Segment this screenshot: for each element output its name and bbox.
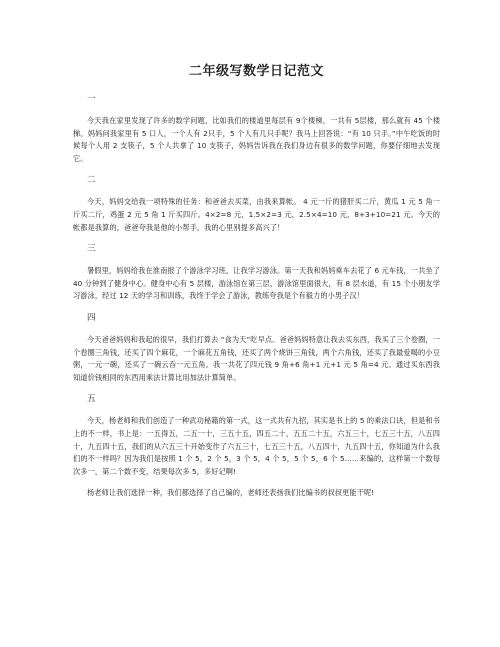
- section-3: [73, 243, 440, 303]
- paragraph: 暑假里，妈妈给我在淮南报了个游泳学习班，让我学习游泳。第一天我和妈妈乘车去花了 6 元车钱，一共坐了 40 分钟到了健身中心。健身中心有 5 层楼，游泳馆在第三层，游泳馆里面很大，有 8 层水道，有 15 个小朋友学习游泳，经过 12 天的学习和训练，我终于学会了游泳，教练夸我是个有毅力的小男子汉！: [73, 266, 440, 301]
- paragraph: 今天我在家里发现了许多的数学问题，比如我们的楼道里每层有 9个楼梯，一共有 5层楼，那么就有 45 个楼梯。妈妈问我家里有 5 口人，一个人有 2只手，5 个人有几只手呢？我马上回答说：“有 10 只手。”中午吃饭的时候每个人用 2 支筷子，5 个人共拿了 10 支筷子，妈妈告诉我在我们身边有很多的数学问题，你要仔细地去发现它。: [73, 116, 440, 163]
- section-marker: 五: [87, 394, 96, 405]
- section-marker: 四: [87, 312, 96, 323]
- section-marker: 二: [87, 175, 96, 186]
- section-2: [73, 174, 440, 234]
- section-1: [73, 93, 440, 165]
- section-marker: 一: [87, 94, 96, 104]
- section-5: [73, 393, 440, 500]
- paragraph: 今天，妈妈交给我一项特殊的任务：和爸爸去买菜，由我来算帐。 4 元一斤的猪肝买二斤，黄瓜 1 元 5 角一斤买二斤，鸡蛋 2 元 5 角 1 斤买四斤。4×2=8 元，1.5×2=3 元，2.5×4=10 元，8+3+10=21 元。今天的帐都是我算的，爸爸夸我是他的小帮手，我的心里别提多高兴了！: [73, 197, 440, 232]
- paragraph: 杨老师让我们选择一种，我们都选择了自己编的，老师还表扬我们比编书的叔叔更能干呢!: [87, 488, 375, 498]
- page-title: 二年级写数学日记范文: [188, 64, 324, 79]
- paragraph: 今天，杨老师和我们创造了一种武功秘籍的第一式，这一式共有九招，其实是书上的 5 的乘法口诀，但是和书上的不一样，书上是：一五得五，二五一十，三五十五，四五二十，五五二十五，六五三十，七五三十五，八五四十，九五四十五，我们的从六五三十开始变作了六五三十，七五三十五，八五四十，九五四十五，你知道为什么我们的不一样吗？因为我们是按照 1 个 5，2 个 5，3 个 5，4 个 5，5 个 5，6 个 5……来编的，这样第一个数每次多一，第二个数不变，结果每次多 5，多好记啊!: [73, 416, 440, 476]
- section-4: [73, 312, 440, 384]
- section-marker: 三: [87, 244, 96, 255]
- paragraph: 今天爸爸妈妈和我起的很早，我们打算去 “食为天”吃早点。爸爸妈妈特意让我去买东西，我买了三个卷圈，一个卷圈三角钱，还买了四个麻花，一个麻花五角钱，还买了两个烧饼三角钱，两个六角钱，还买了我最爱喝的小豆粥，一元一碗，还买了一碗云吞一元五角。我一共花了四元钱 9 角+6 角+1 元+1 元 5 角=4 元。通过买东西我知道价钱相同的东西用乘法计算比用加法计算简单。: [73, 334, 440, 382]
